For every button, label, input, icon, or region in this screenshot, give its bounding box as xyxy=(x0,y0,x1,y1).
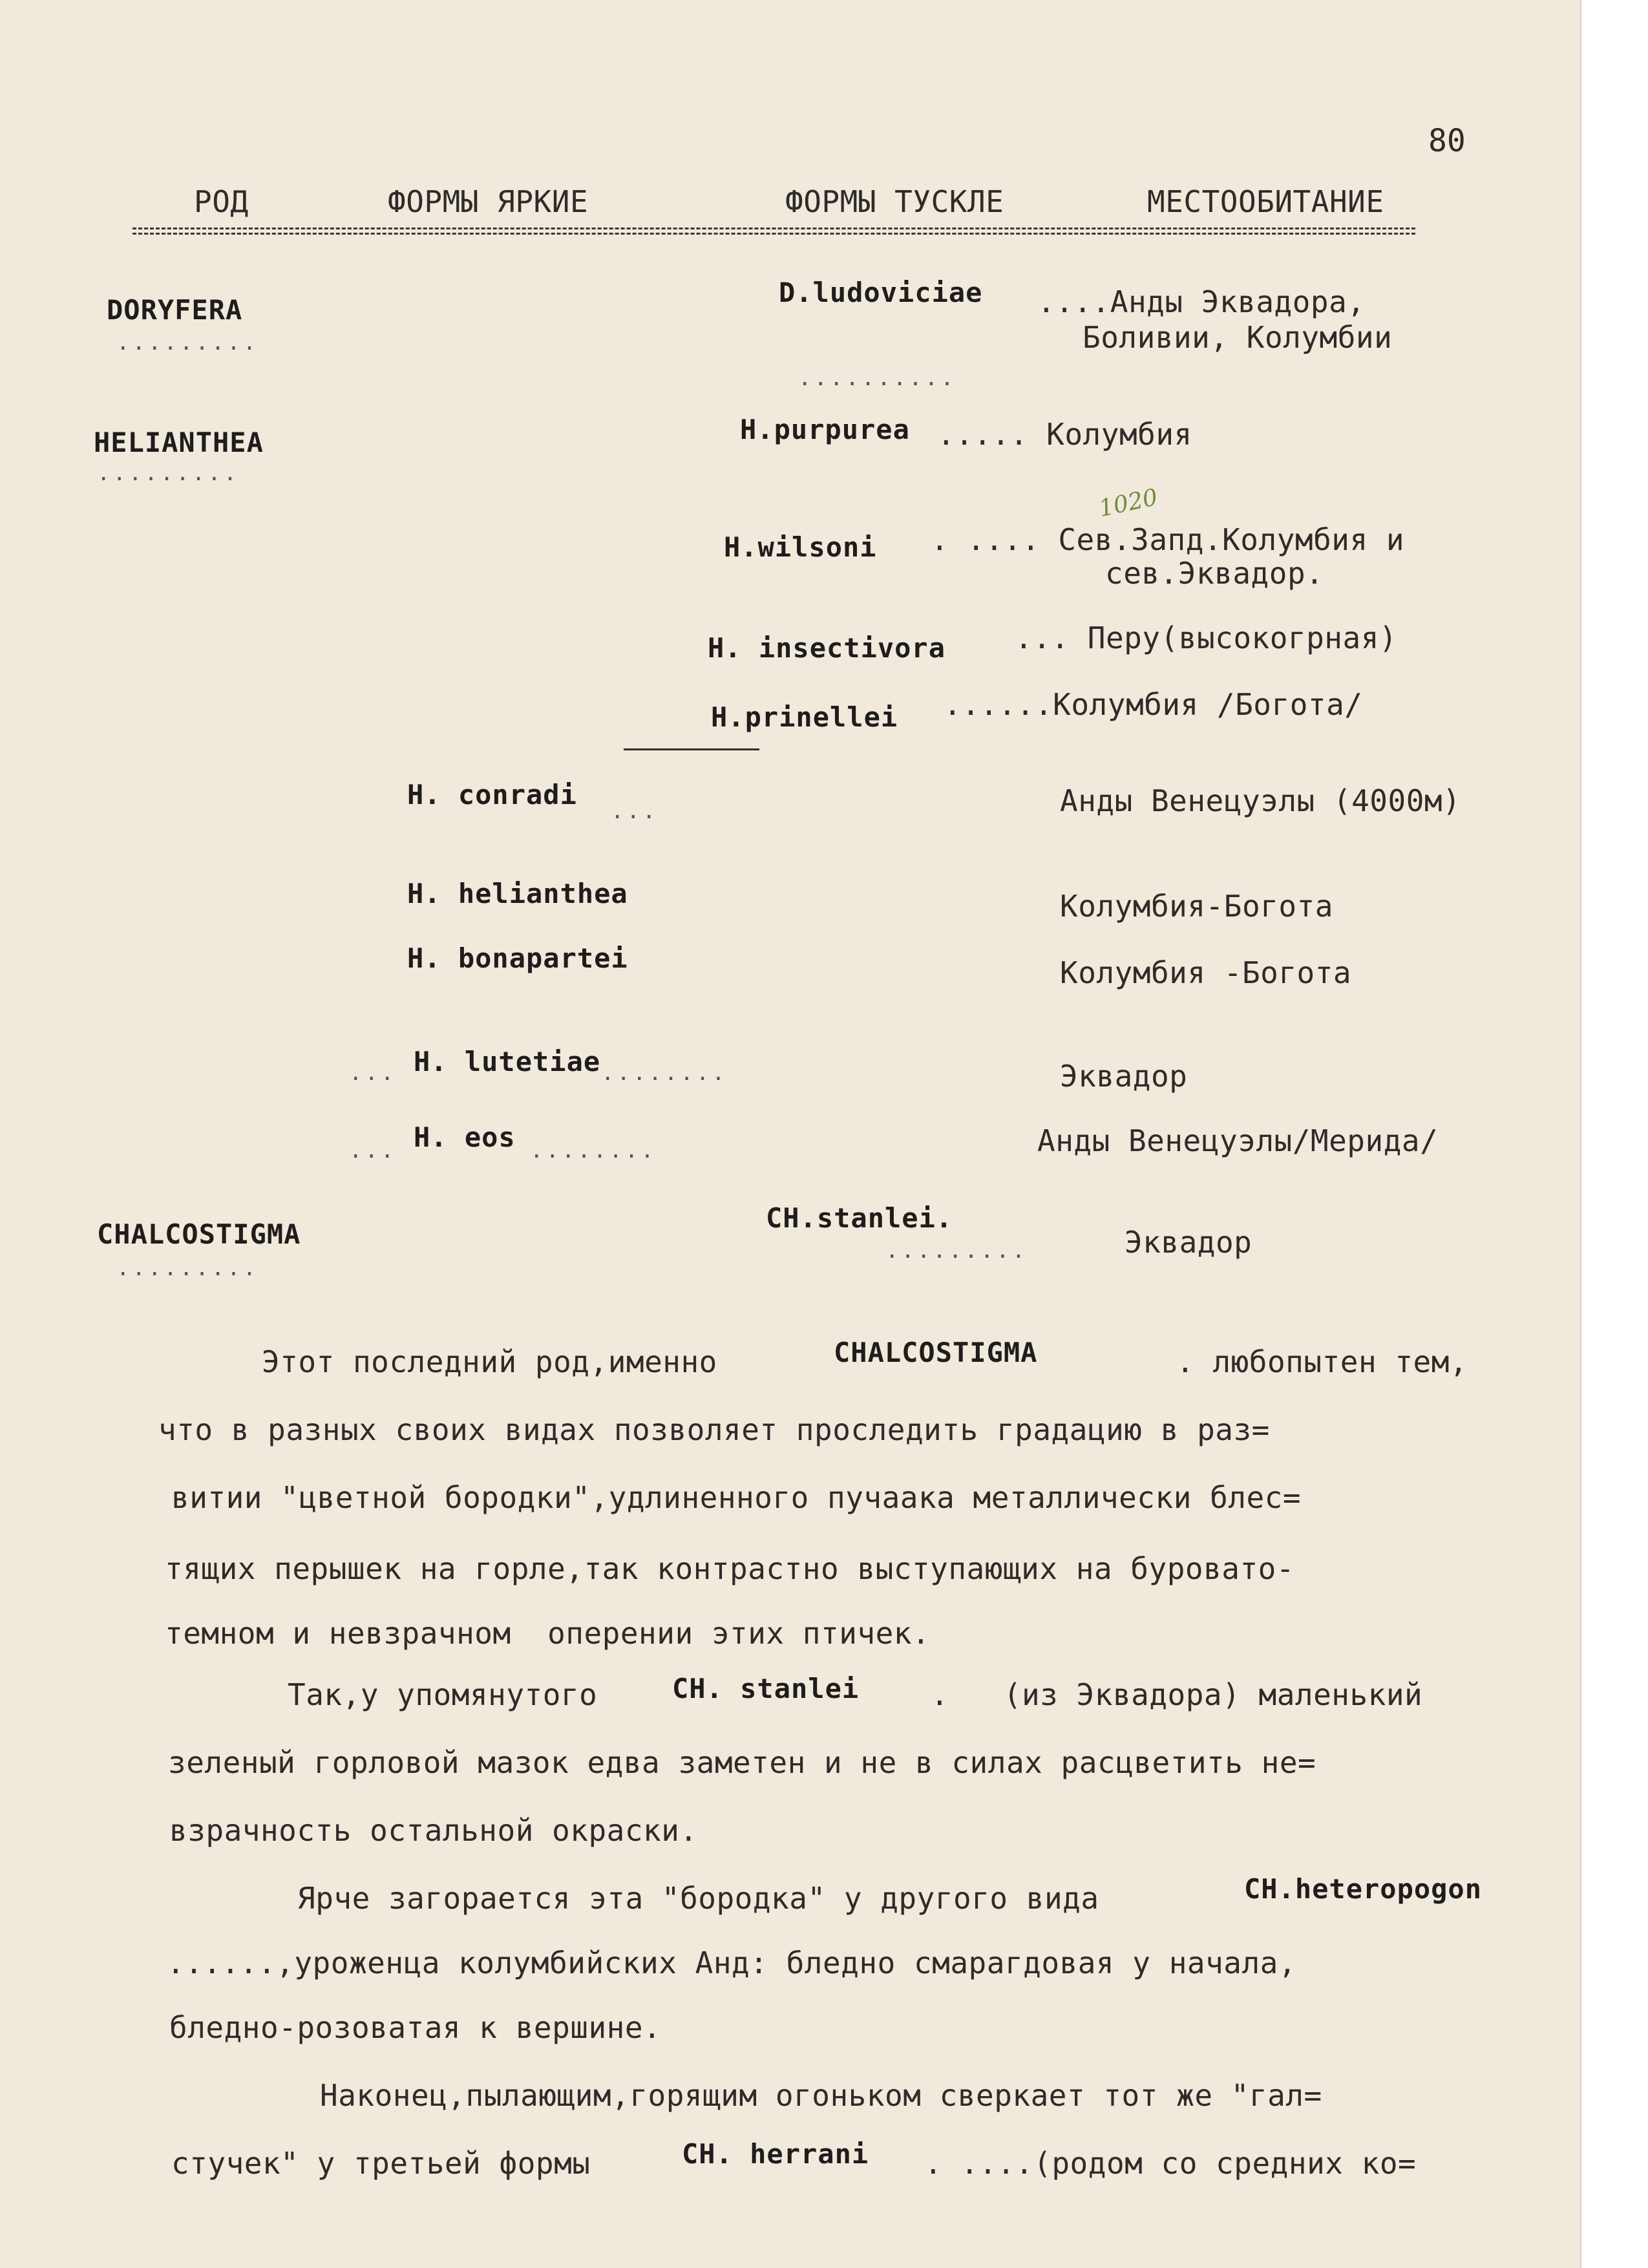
genus-dots: ......... xyxy=(97,460,240,486)
species-ludoviciae: D.ludoviciae xyxy=(779,277,983,308)
species-wilsoni: H.wilsoni xyxy=(724,531,877,563)
habitat-conradi: Анды Венецуэлы (4000м) xyxy=(1060,783,1461,818)
species-dots: ... xyxy=(349,1138,397,1163)
header-rule xyxy=(132,228,1415,229)
genus-dots: ......... xyxy=(116,330,259,355)
species-purpurea: H.purpurea xyxy=(740,414,910,445)
habitat-lutetiae: Эквадор xyxy=(1060,1059,1188,1094)
header-habitat: МЕСТООБИТАНИЕ xyxy=(1147,184,1384,219)
genus-dots: ......... xyxy=(116,1255,259,1281)
habitat-helianthea: Колумбия-Богота xyxy=(1060,889,1333,924)
species-dots: ... xyxy=(611,798,659,824)
paragraph-3-line-3: бледно-розоватая к вершине. xyxy=(169,2010,662,2045)
paragraph-4-line-1: Наконец,пылающим,горящим огоньком сверкает тот же "гал= xyxy=(320,2078,1322,2113)
header-rule-lower xyxy=(132,233,1415,235)
paragraph-3-line-1a: Ярче загорается эта "бородка" у другого вида xyxy=(297,1881,1099,1916)
habitat-stanlei: Эквадор xyxy=(1125,1225,1252,1260)
habitat-prinellei: ......Колумбия /Богота/ xyxy=(944,687,1363,722)
habitat-ludoviciae-2: Боливии, Колумбии xyxy=(1083,320,1393,355)
paragraph-4-species: CH. herrani xyxy=(682,2138,869,2170)
paragraph-1-line-1c: . любопытен тем, xyxy=(1176,1344,1468,1379)
habitat-ludoviciae: ....Анды Эквадора, xyxy=(1037,284,1366,319)
paragraph-2-line-1c: . (из Эквадора) маленький xyxy=(931,1677,1423,1712)
habitat-eos: Анды Венецуэлы/Мерида/ xyxy=(1037,1123,1439,1158)
genus-chalcostigma: CHALCOSTIGMA xyxy=(97,1218,301,1250)
species-eos: H. eos xyxy=(414,1121,516,1153)
species-dots: ... xyxy=(349,1060,397,1086)
paragraph-4-line-2c: . ....(родом со средних ко= xyxy=(924,2146,1417,2181)
page-number: 80 xyxy=(1428,123,1466,159)
paragraph-1-line-1a: Этот последний род,именно xyxy=(262,1344,717,1379)
habitat-purpurea: ..... Колумбия xyxy=(937,417,1192,452)
paragraph-2-species: CH. stanlei xyxy=(672,1673,860,1704)
header-genus: РОД xyxy=(194,184,249,219)
genus-doryfera: DORYFERA xyxy=(107,294,243,326)
paragraph-2-line-3: взрачность остальной окраски. xyxy=(169,1813,698,1848)
paragraph-3-species: CH.heteropogon xyxy=(1244,1873,1483,1905)
habitat-wilsoni: . .... Сев.Запд.Колумбия и xyxy=(931,522,1405,557)
paragraph-1-line-5: темном и невзрачном оперении этих птичек. xyxy=(165,1616,931,1651)
paragraph-2-line-1a: Так,у упомянутого xyxy=(288,1677,598,1712)
species-bonapartei: H. bonapartei xyxy=(407,942,628,974)
species-insectivora: H. insectivora xyxy=(708,632,946,664)
paragraph-1-line-4: тящих перышек на горле,так контрастно выступающих на буровато- xyxy=(165,1551,1295,1586)
species-dots: ........ xyxy=(601,1060,728,1086)
header-dull-forms: ФОРМЫ ТУСКЛЕ xyxy=(785,184,1004,219)
species-dots: ........ xyxy=(530,1138,657,1163)
header-bright-forms: ФОРМЫ ЯРКИЕ xyxy=(388,184,589,219)
habitat-wilsoni-2: сев.Эквадор. xyxy=(1105,556,1324,591)
species-dots: ......... xyxy=(885,1238,1028,1264)
paragraph-1-genus: CHALCOSTIGMA xyxy=(834,1337,1038,1368)
genus-helianthea: HELIANTHEA xyxy=(94,427,264,458)
paragraph-4-line-2a: стучек" у третьей формы xyxy=(171,2146,591,2181)
species-helianthea: H. helianthea xyxy=(407,878,628,909)
paragraph-1-line-2: что в разных своих видах позволяет проследить градацию в раз= xyxy=(158,1412,1270,1447)
species-dots: .......... xyxy=(798,365,956,391)
paragraph-2-line-2: зеленый горловой мазок едва заметен и не в силах расцветить не= xyxy=(168,1745,1316,1780)
underline xyxy=(624,748,759,750)
paragraph-3-line-2: ......,уроженца колумбийских Анд: бледно смарагдовая у начала, xyxy=(167,1945,1297,1980)
species-lutetiae: H. lutetiae xyxy=(414,1046,601,1077)
paragraph-1-line-3: витии "цветной бородки",удлиненного пучаака металлически блес= xyxy=(171,1480,1302,1515)
species-prinellei: H.prinellei xyxy=(711,701,898,733)
species-stanlei: CH.stanlei. xyxy=(766,1202,953,1234)
species-conradi: H. conradi xyxy=(407,779,577,811)
habitat-bonapartei: Колумбия -Богота xyxy=(1060,955,1352,990)
habitat-insectivora: ... Перу(высокогрная) xyxy=(1015,620,1398,655)
pencil-annotation: 1020 xyxy=(1096,483,1160,523)
